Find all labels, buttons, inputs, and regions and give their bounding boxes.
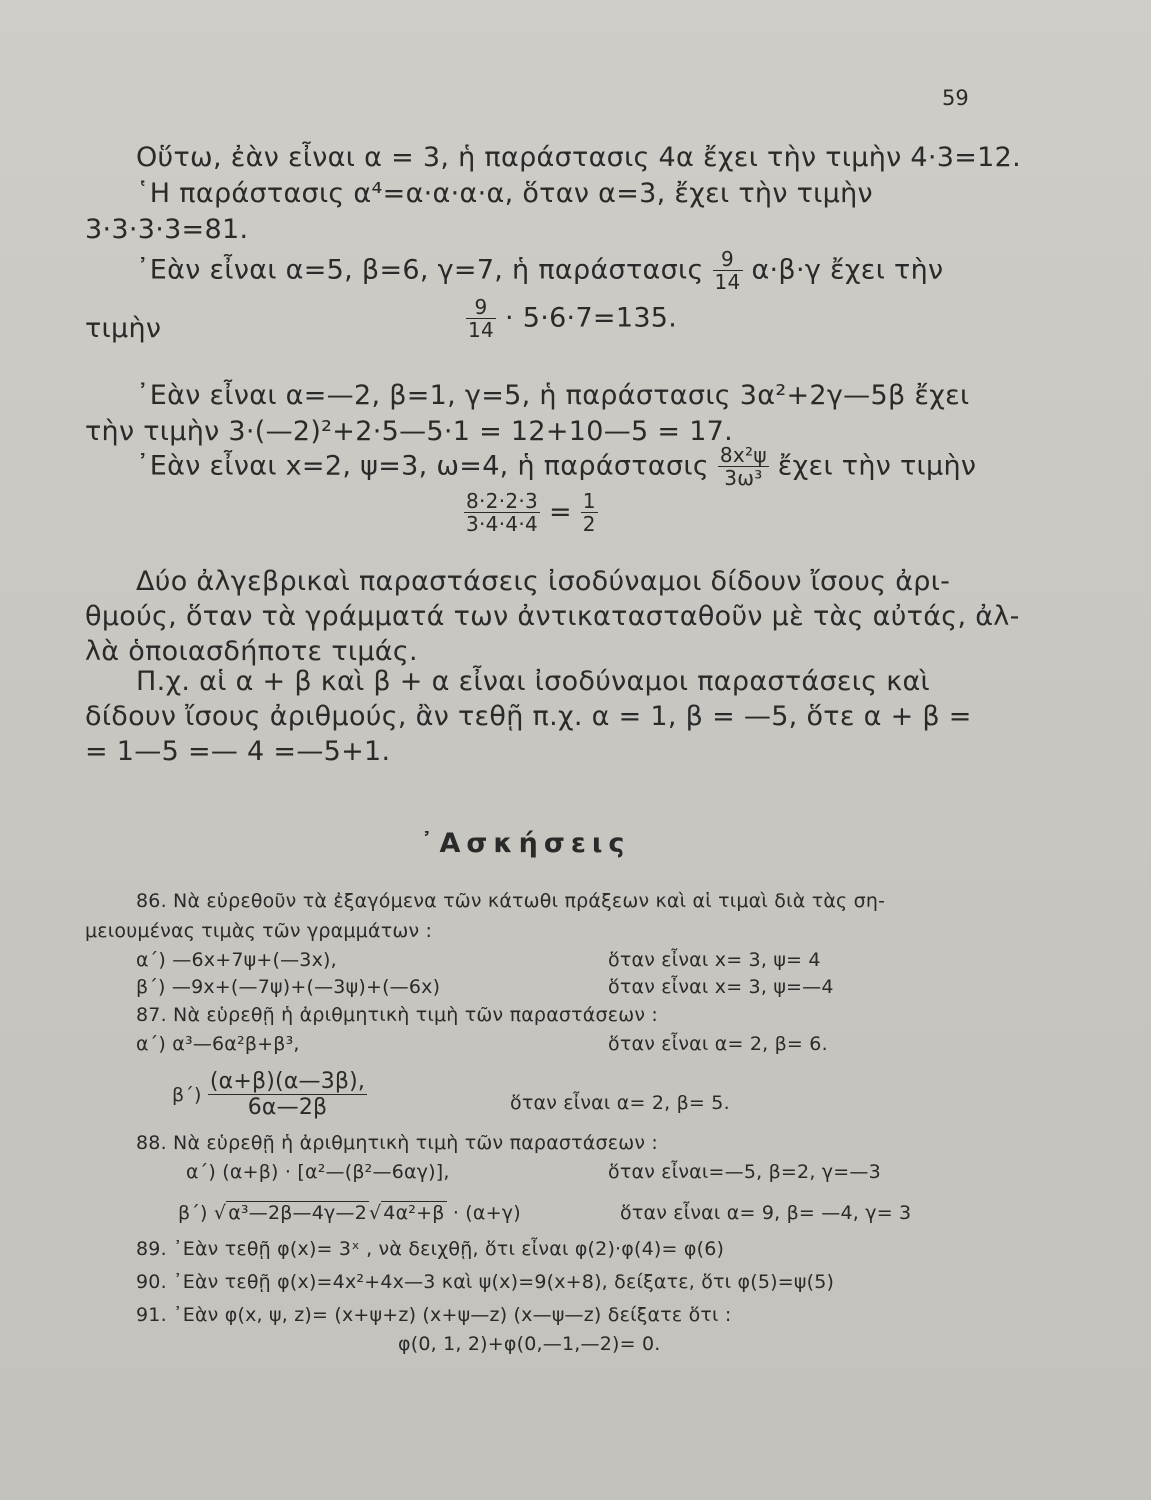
fraction-numerator: 9 [466, 296, 496, 319]
ex90: 90. ᾿Εὰν τεθῇ φ(x)=4x²+4x—3 καὶ ψ(x)=9(x+8), δείξατε, ὅτι φ(5)=ψ(5) [136, 1271, 835, 1293]
para2-text-pre: ᾿Εὰν εἶναι α=5, β=6, γ=7, ἡ παράστασις [136, 254, 704, 286]
ex88-b-expression [178, 1202, 521, 1224]
ex87-line1: 87. Νὰ εὑρεθῇ ἡ ἀριθμητικὴ τιμὴ τῶν παραστάσεων : [136, 1004, 659, 1026]
square-root: √ α³—2β—4γ—2 [213, 1202, 367, 1224]
para4-result-fraction-2 [581, 490, 598, 536]
para2-line2-text: · 5·6·7=135. [504, 302, 678, 334]
para4-line1 [136, 444, 976, 490]
ex88-a-expression: α΄) (α+β) · [α²—(β²—6αγ)], [186, 1161, 450, 1183]
para4-fraction [718, 444, 769, 490]
fraction-denominator: 2 [582, 512, 596, 536]
para2-fraction [713, 248, 743, 294]
para5-line1: Δύο ἀλγεβρικαὶ παραστάσεις ἰσοδύναμοι δίδουν ἴσους ἀρι- [136, 566, 951, 597]
ex88-b-condition: ὅταν εἶναι α= 9, β= —4, γ= 3 [620, 1202, 912, 1224]
ex88-a-condition: ὅταν εἶναι=—5, β=2, γ=—3 [608, 1161, 881, 1183]
radicand: 4α²+β [383, 1202, 445, 1224]
ex86-a-condition: ὅταν εἶναι x= 3, ψ= 4 [608, 949, 821, 971]
para6-line2: δίδουν ἴσους ἀριθμούς, ἂν τεθῇ π.χ. α = 1, β = —5, ὅτε α + β = [85, 701, 972, 732]
ex87-b-condition: ὅταν εἶναι α= 2, β= 5. [510, 1092, 730, 1114]
fraction-numerator: 8x²ψ [719, 443, 767, 467]
para1-line1: Οὕτω, ἐὰν εἶναι α = 3, ἡ παράστασις 4α ἔχει τὴν τιμὴν 4·3=12. [136, 142, 1021, 173]
ex89: 89. ᾿Εὰν τεθῇ φ(x)= 3ˣ , νὰ δειχθῇ, ὅτι εἶναι φ(2)·φ(4)= φ(6) [136, 1238, 725, 1260]
para1-line3: 3·3·3·3=81. [85, 214, 249, 245]
para2-text-post: α·β·γ ἔχει τὴν [751, 254, 944, 286]
ex87-b-label: β΄) [172, 1083, 202, 1106]
ex86-b-condition: ὅταν εἶναι x= 3, ψ=—4 [608, 976, 834, 998]
para4-result-fraction [464, 490, 540, 536]
fraction-numerator: 9 [713, 248, 743, 271]
radicand: α³—2β—4γ—2 [228, 1202, 367, 1224]
para4-result [464, 490, 598, 536]
ex88-b-label: β΄) [178, 1202, 208, 1224]
ex87-a-expression: α΄) α³—6α²β+β³, [136, 1033, 300, 1055]
ex88-line1: 88. Νὰ εὑρεθῇ ἡ ἀριθμητικὴ τιμὴ τῶν παραστάσεων : [136, 1132, 659, 1154]
fraction-numerator: 1 [582, 489, 596, 513]
ex86-b-expression: β΄) —9x+(—7ψ)+(—3ψ)+(—6x) [136, 976, 441, 998]
fraction-denominator: 14 [468, 318, 495, 342]
ex91-line1: 91. ᾿Εὰν φ(x, ψ, z)= (x+ψ+z) (x+ψ—z) (x—ψ—z) δείξατε ὅτι : [136, 1304, 732, 1326]
ex88-b-tail: · (α+γ) [452, 1202, 521, 1224]
para5-line2: θμούς, ὅταν τὰ γράμματά των ἀντικατασταθοῦν μὲ τὰς αὐτάς, ἀλ- [85, 601, 1020, 632]
ex86-line2: μειουμένας τιμὰς τῶν γραμμάτων : [85, 920, 433, 942]
para3-line2: τὴν τιμὴν 3·(—2)²+2·5—5·1 = 12+10—5 = 17. [85, 416, 734, 447]
para5-line3: λὰ ὁποιασδήποτε τιμάς. [85, 636, 418, 667]
fraction-denominator: 3ω³ [724, 466, 763, 490]
exercises-heading: ᾿Ασκήσεις [420, 828, 631, 859]
para3-line1: ᾿Εὰν εἶναι α=—2, β=1, γ=5, ἡ παράστασις 3α²+2γ—5β ἔχει [136, 380, 970, 411]
para2-line2 [466, 296, 677, 342]
para2-line2-label: τιμὴν [85, 313, 162, 344]
para6-line3: = 1—5 =— 4 =—5+1. [85, 736, 391, 767]
ex86-line1: 86. Νὰ εὑρεθοῦν τὰ ἐξαγόμενα τῶν κάτωθι πράξεων καὶ αἱ τιμαὶ διὰ τὰς ση- [136, 890, 886, 912]
fraction-numerator: 8·2·2·3 [466, 489, 539, 513]
equals-sign: = [548, 496, 572, 528]
ex87-b-fraction [208, 1070, 367, 1120]
fraction-denominator: 6α—2β [247, 1095, 328, 1121]
ex87-b [172, 1070, 367, 1120]
fraction-denominator: 14 [714, 270, 741, 294]
para2-line1 [136, 248, 943, 294]
para6-line1: Π.χ. αἱ α + β καὶ β + α εἶναι ἰσοδύναμοι παραστάσεις καὶ [136, 666, 930, 697]
para4-text-pre: ᾿Εὰν εἶναι x=2, ψ=3, ω=4, ἡ παράστασις [136, 450, 709, 482]
fraction-numerator: (α+β)(α—3β), [209, 1069, 366, 1094]
ex91-line2: φ(0, 1, 2)+φ(0,—1,—2)= 0. [398, 1333, 661, 1355]
ex87-a-condition: ὅταν εἶναι α= 2, β= 6. [608, 1033, 828, 1055]
fraction-denominator: 3·4·4·4 [466, 512, 539, 536]
para4-text-post: ἔχει τὴν τιμὴν [777, 450, 977, 482]
ex86-a-expression: α΄) —6x+7ψ+(—3x), [136, 949, 337, 971]
para2-line2-fraction [466, 296, 496, 342]
page-number: 59 [942, 86, 969, 110]
square-root: √ 4α²+β [368, 1202, 445, 1224]
para1-line2: ῾Η παράστασις α⁴=α·α·α·α, ὅταν α=3, ἔχει τὴν τιμὴν [136, 178, 873, 209]
